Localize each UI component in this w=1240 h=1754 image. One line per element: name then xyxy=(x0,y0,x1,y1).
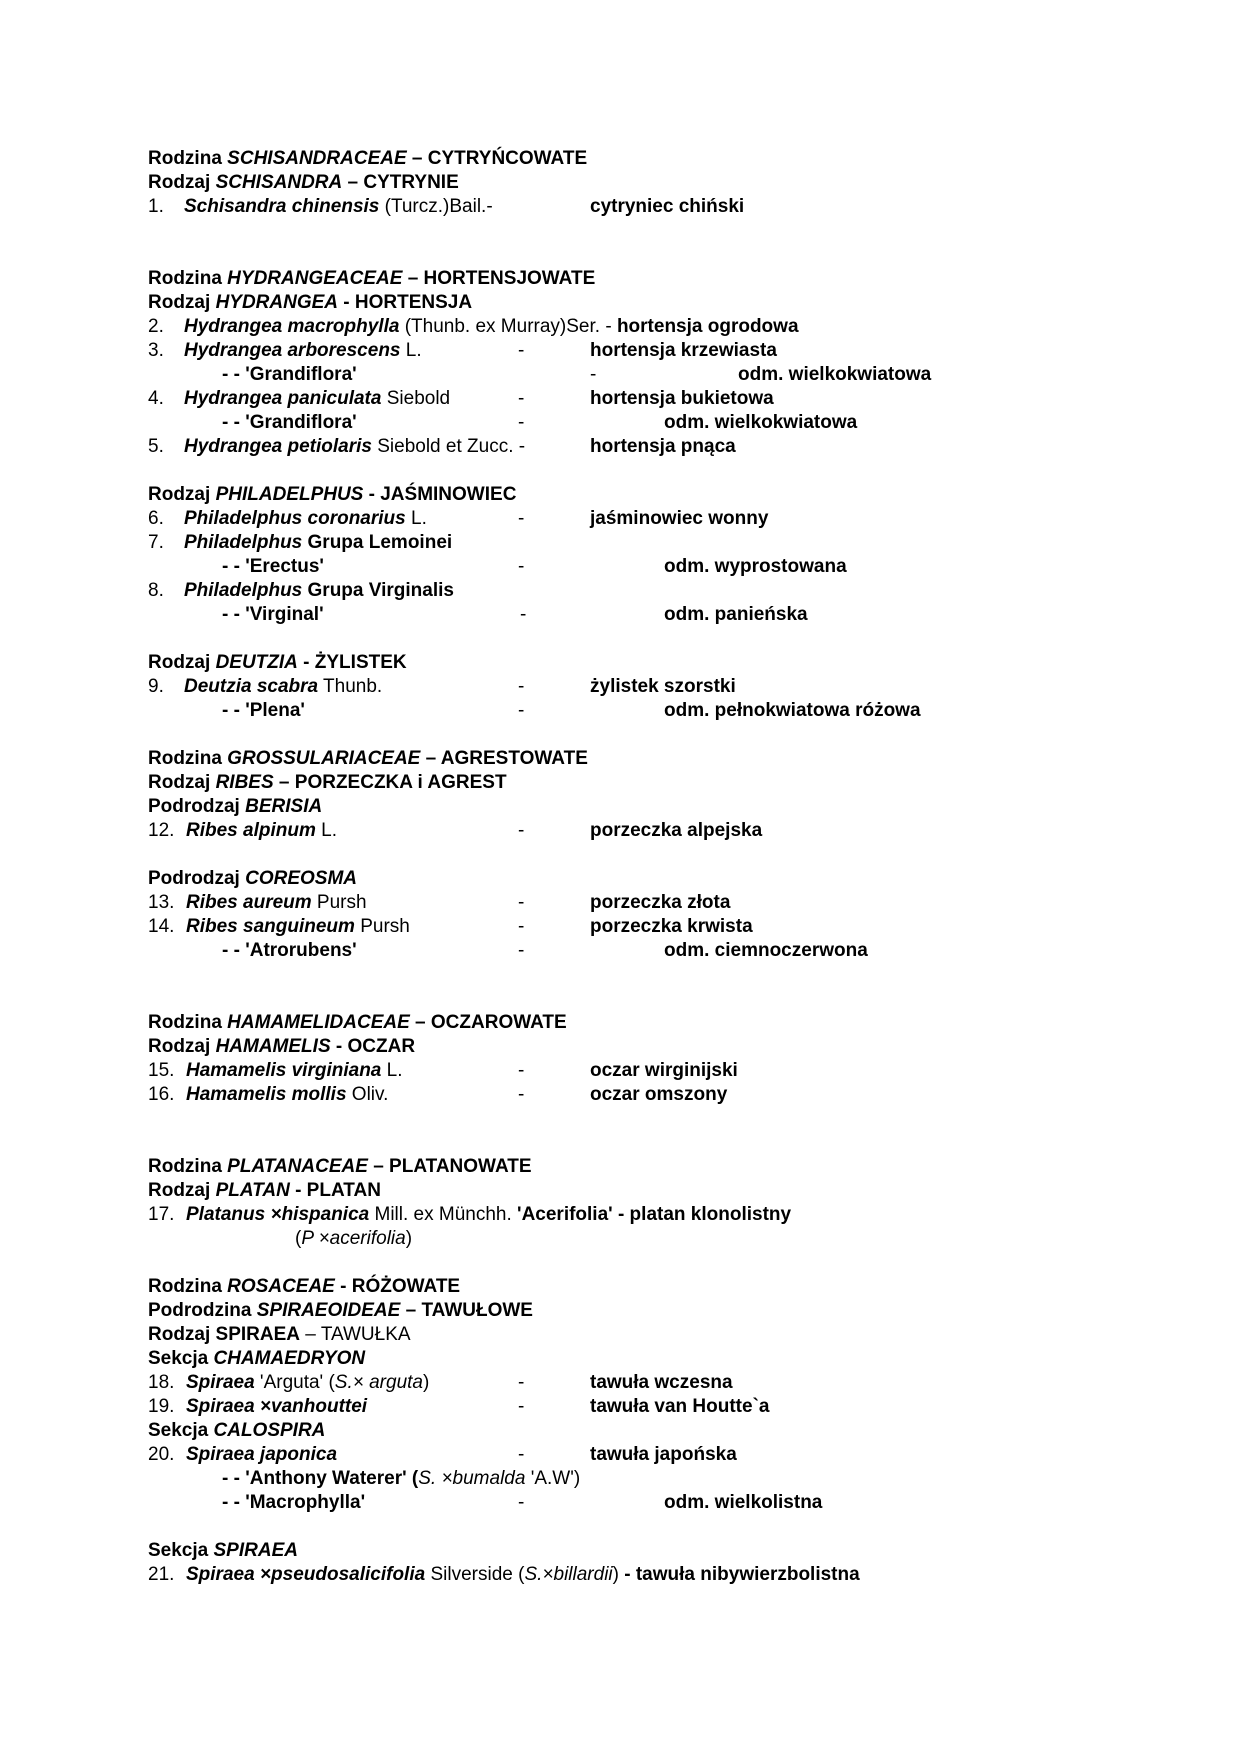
species-name: Ribes sanguineum Pursh xyxy=(186,916,410,937)
common-name: hortensja krzewiasta xyxy=(590,340,777,361)
species-name: Hydrangea petiolaris Siebold et Zucc. - xyxy=(184,436,526,457)
species-name: Ribes alpinum L. xyxy=(186,820,337,841)
cultivar-name: - - 'Grandiflora' xyxy=(222,412,357,433)
cultivar-name: - - 'Macrophylla' xyxy=(222,1492,366,1513)
variety-name: odm. panieńska xyxy=(664,604,808,625)
separator-dash: - xyxy=(518,1084,525,1105)
separator-dash: - xyxy=(518,916,525,937)
list-item-number: 13. xyxy=(148,892,175,913)
common-name: tawuła japońska xyxy=(590,1444,737,1465)
species-name: Deutzia scabra Thunb. xyxy=(184,676,383,697)
list-item-number: 18. xyxy=(148,1372,175,1393)
cultivar-name: - - 'Grandiflora' xyxy=(222,364,357,385)
genus-heading: Rodzaj DEUTZIA - ŻYLISTEK xyxy=(148,652,407,673)
cultivar-name: - - 'Atrorubens' xyxy=(222,940,357,961)
species-name: Schisandra chinensis (Turcz.)Bail.- xyxy=(184,196,493,217)
separator-dash: - xyxy=(518,892,525,913)
species-name: Philadelphus Grupa Lemoinei xyxy=(184,532,453,553)
variety-name: odm. wielkokwiatowa xyxy=(738,364,932,385)
separator-dash: - xyxy=(518,1372,525,1393)
family-heading: Rodzina SCHISANDRACEAE – CYTRYŃCOWATE xyxy=(148,148,588,169)
common-name: jaśminowiec wonny xyxy=(590,508,769,529)
species-name: Philadelphus Grupa Virginalis xyxy=(184,580,454,601)
genus-heading: Rodzaj RIBES – PORZECZKA i AGREST xyxy=(148,772,507,793)
separator-dash: - xyxy=(518,1444,525,1465)
variety-name: odm. wielkokwiatowa xyxy=(664,412,858,433)
separator-dash: - xyxy=(518,1396,525,1417)
list-item-number: 20. xyxy=(148,1444,175,1465)
genus-heading: Rodzaj HYDRANGEA - HORTENSJA xyxy=(148,292,473,313)
genus-heading: Rodzaj SCHISANDRA – CYTRYNIE xyxy=(148,172,459,193)
section-heading: Sekcja SPIRAEA xyxy=(148,1540,298,1561)
common-name: oczar wirginijski xyxy=(590,1060,738,1081)
separator-dash: - xyxy=(518,820,525,841)
common-name: porzeczka krwista xyxy=(590,916,753,937)
species-name: Hydrangea paniculata Siebold xyxy=(184,388,451,409)
genus-heading: Rodzaj PLATAN - PLATAN xyxy=(148,1180,381,1201)
list-item-number: 2. xyxy=(148,316,164,337)
separator-dash: - xyxy=(518,940,525,961)
list-item-number: 5. xyxy=(148,436,164,457)
list-item-number: 1. xyxy=(148,196,164,217)
genus-heading: Rodzaj PHILADELPHUS - JAŚMINOWIEC xyxy=(148,484,517,505)
separator-dash: - xyxy=(518,412,525,433)
species-name: Spiraea ×pseudosalicifolia Silverside (S.×billardii) - tawuła nibywierzbolistna xyxy=(186,1564,860,1585)
common-name: cytryniec chiński xyxy=(590,196,745,217)
species-name: Hamamelis virginiana L. xyxy=(186,1060,403,1081)
common-name: porzeczka złota xyxy=(590,892,731,913)
list-item-number: 6. xyxy=(148,508,164,529)
species-name: Philadelphus coronarius L. xyxy=(184,508,427,529)
separator-dash: - xyxy=(520,604,527,625)
species-name: Hydrangea macrophylla (Thunb. ex Murray)Ser. - hortensja ogrodowa xyxy=(184,316,799,337)
species-name: Spiraea 'Arguta' (S.× arguta) xyxy=(186,1372,430,1393)
species-name: Platanus ×hispanica Mill. ex Münchh. 'Acerifolia' - platan klonolistny xyxy=(186,1204,792,1225)
separator-dash: - xyxy=(518,508,525,529)
subgenus-heading: Podrodzaj COREOSMA xyxy=(148,868,358,889)
genus-heading: Rodzaj HAMAMELIS - OCZAR xyxy=(148,1036,416,1057)
separator-dash: - xyxy=(518,388,525,409)
synonym: (P ×acerifolia) xyxy=(295,1228,413,1249)
common-name: hortensja bukietowa xyxy=(590,388,774,409)
common-name: żylistek szorstki xyxy=(590,676,736,697)
list-item-number: 7. xyxy=(148,532,164,553)
family-heading: Rodzina GROSSULARIACEAE – AGRESTOWATE xyxy=(148,748,588,769)
separator-dash: - xyxy=(518,700,525,721)
section-heading: Sekcja CALOSPIRA xyxy=(148,1420,326,1441)
separator-dash: - xyxy=(590,364,597,385)
family-heading: Rodzina PLATANACEAE – PLATANOWATE xyxy=(148,1156,532,1177)
family-heading: Rodzina ROSACEAE - RÓŻOWATE xyxy=(148,1276,461,1297)
species-name: Spiraea japonica xyxy=(186,1444,338,1465)
family-heading: Rodzina HYDRANGEACEAE – HORTENSJOWATE xyxy=(148,268,596,289)
subgenus-heading: Podrodzaj BERISIA xyxy=(148,796,323,817)
separator-dash: - xyxy=(518,556,525,577)
species-name: Ribes aureum Pursh xyxy=(186,892,367,913)
common-name: hortensja pnąca xyxy=(590,436,736,457)
species-name: Spiraea ×vanhouttei xyxy=(186,1396,368,1417)
cultivar-name: - - 'Virginal' xyxy=(222,604,324,625)
common-name: oczar omszony xyxy=(590,1084,728,1105)
separator-dash: - xyxy=(518,676,525,697)
family-heading: Rodzina HAMAMELIDACEAE – OCZAROWATE xyxy=(148,1012,567,1033)
list-item-number: 15. xyxy=(148,1060,175,1081)
common-name: tawuła wczesna xyxy=(590,1372,733,1393)
variety-name: odm. wyprostowana xyxy=(664,556,847,577)
species-name: Hamamelis mollis Oliv. xyxy=(186,1084,389,1105)
list-item-number: 19. xyxy=(148,1396,175,1417)
variety-name: odm. wielkolistna xyxy=(664,1492,823,1513)
list-item-number: 17. xyxy=(148,1204,175,1225)
separator-dash: - xyxy=(518,1492,525,1513)
separator-dash: - xyxy=(518,1060,525,1081)
list-item-number: 16. xyxy=(148,1084,175,1105)
species-name: Hydrangea arborescens L. xyxy=(184,340,422,361)
section-heading: Sekcja CHAMAEDRYON xyxy=(148,1348,366,1369)
separator-dash: - xyxy=(518,340,525,361)
list-item-number: 8. xyxy=(148,580,164,601)
subfamily-heading: Podrodzina SPIRAEOIDEAE – TAWUŁOWE xyxy=(148,1300,533,1321)
list-item-number: 14. xyxy=(148,916,175,937)
variety-name: odm. pełnokwiatowa różowa xyxy=(664,700,921,721)
cultivar-name: - - 'Plena' xyxy=(222,700,305,721)
list-item-number: 3. xyxy=(148,340,164,361)
list-item-number: 21. xyxy=(148,1564,175,1585)
list-item-number: 4. xyxy=(148,388,164,409)
common-name: tawuła van Houtte`a xyxy=(590,1396,770,1417)
common-name: porzeczka alpejska xyxy=(590,820,763,841)
list-item-number: 12. xyxy=(148,820,175,841)
genus-heading: Rodzaj SPIRAEA – TAWUŁKA xyxy=(148,1324,411,1345)
variety-name: odm. ciemnoczerwona xyxy=(664,940,868,961)
cultivar-name: - - 'Anthony Waterer' (S. ×bumalda 'A.W') xyxy=(222,1468,581,1489)
cultivar-name: - - 'Erectus' xyxy=(222,556,324,577)
list-item-number: 9. xyxy=(148,676,164,697)
